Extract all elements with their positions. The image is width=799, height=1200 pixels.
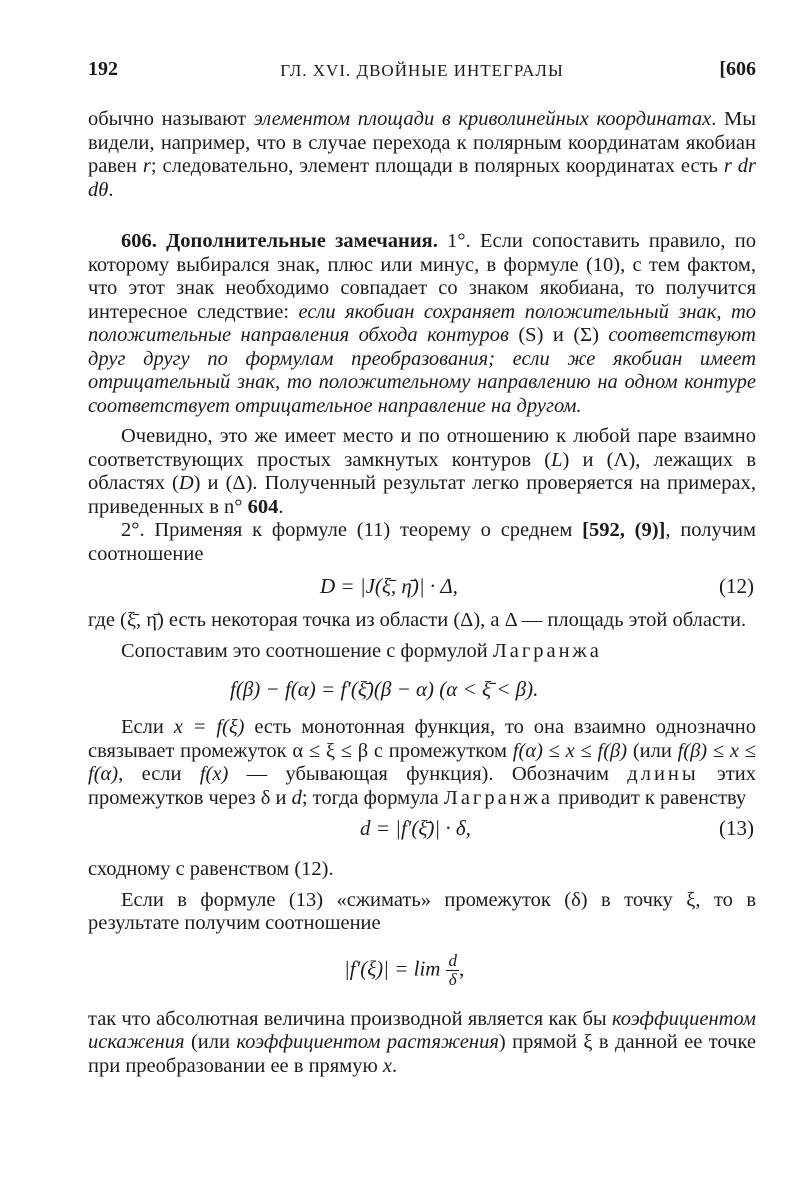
page-number: 192: [88, 58, 118, 80]
paragraph-intro: обычно называют элементом площади в криволинейных координатах. Мы видели, например, что в случае перехода к полярным координатам якобиан равен r; следовательно, элемент площади в полярных координатах есть r dr dθ.: [88, 108, 756, 201]
section-heading: 606. Дополнительные замечания.: [121, 230, 438, 252]
paragraph-section-606: 606. Дополнительные замечания. 1°. Если сопоставить правило, по которому выбирался знак, плюс или минус, в формуле (10), с тем фактом, что этот знак необходимо совпадает со знаком якобиана, то получится интересное следствие: если якобиан сохраняет положительный знак, то положительные направления обхода контуров (S) и (Σ) соответствуют друг другу по формулам преобразования; если же якобиан имеет отрицательный знак, то положительному направлению на одном контуре соответствует отрицательное направление на другом.: [88, 230, 756, 417]
paragraph-squeeze: Если в формуле (13) «сжимать» промежуток (δ) в точку ξ, то в результате получим соотношение: [88, 888, 756, 934]
paragraph-obviously: Очевидно, это же имеет место и по отношению к любой паре взаимно соответствующих простых замкнутых контуров (L) и (Λ), лежащих в областях (D) и (Δ). Полученный результат легко проверяется на примерах, приведенных в n° 604.: [88, 425, 757, 518]
chapter-title: ГЛ. XVI. ДВОЙНЫЕ ИНТЕГРАЛЫ: [280, 61, 564, 80]
paragraph-final: так что абсолютная величина производной является как бы коэффициентом искажения (или коэффициентом растяжения) прямой ξ в данной ее точке при преобразовании ее в прямую x.: [88, 1007, 756, 1077]
paragraph-point-2: 2°. Применяя к формуле (11) теорему о среднем [592, (9)], получим соотношение: [88, 519, 756, 565]
equation-lagrange-formula: f(β) − f(α) = f′(ξ̄)(β − α) (α < ξ̄ < β).: [230, 677, 539, 701]
equation-lagrange: [88, 663, 756, 713]
limit-fraction: $\frac{d}{\delta}$: [448, 950, 457, 989]
paragraph-compare: Сопоставим это соотношение с формулой Лагранжа: [121, 639, 602, 662]
paragraph-monotone: Если x = f(ξ) есть монотонная функция, то она взаимно однозначно связывает промежуток α ≤ ξ ≤ β с промежутком f(α) ≤ x ≤ f(β) (или f(β) ≤ x ≤ f(α), если f(x) — убывающая функция). Обозначим длины этих промежутков через δ и d; тогда формула Лагранжа приводит к равенству: [88, 716, 756, 809]
equation-13-number: (13): [719, 816, 754, 840]
equation-12-number: (12): [719, 574, 754, 598]
book-page: [88, 58, 756, 1078]
equation-12-formula: D = |J(ξ̄, η̄)| · Δ,: [320, 574, 458, 598]
section-reference: [606: [719, 58, 756, 80]
equation-13: [88, 810, 756, 858]
equation-limit-formula: |f′(ξ)| = lim $\frac{d}{\delta}$ ,: [344, 950, 465, 989]
paragraph-where: где (ξ̄, η̄) есть некоторая точка из области (Δ), а Δ — площадь этой области.: [88, 609, 747, 631]
running-header: [88, 58, 756, 90]
equation-limit: [88, 936, 756, 1008]
equation-13-formula: d = |f′(ξ̄)| · δ,: [360, 816, 471, 840]
equation-12: [88, 566, 756, 606]
paragraph-similar: сходному с равенством (12).: [88, 858, 334, 880]
